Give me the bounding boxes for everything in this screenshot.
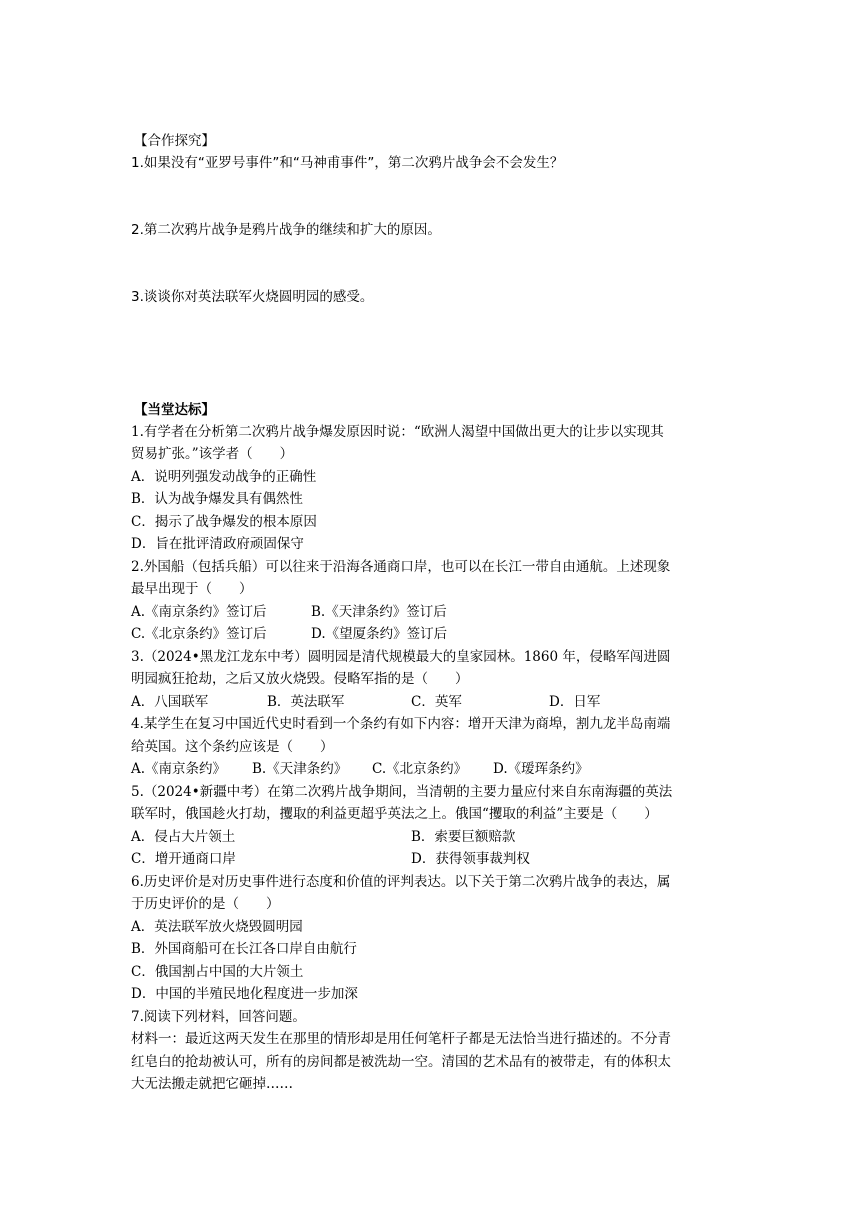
test-question-5-option-a: A．侵占大片领土 xyxy=(131,829,236,845)
test-question-4-option-d: D.《瑷珲条约》 xyxy=(493,761,589,777)
test-question-3-line-2: 明园疯狂抢劫，之后又放火烧毁。侵略军指的是（ ） xyxy=(131,671,469,687)
test-question-5-option-c: C．增开通商口岸 xyxy=(131,851,236,867)
test-question-2-option-b: B.《天津条约》签订后 xyxy=(311,604,447,620)
test-question-4-line-1: 4.某学生在复习中国近代史时看到一个条约有如下内容：增开天津为商埠，割九龙半岛南端 xyxy=(131,716,671,732)
test-question-7-line-1: 7.阅读下列材料，回答问题。 xyxy=(131,1009,306,1025)
test-question-3-option-a: A．八国联军 xyxy=(131,694,209,710)
test-question-3-option-d: D．日军 xyxy=(549,694,601,710)
test-question-5-line-1: 5.（2024•新疆中考）在第二次鸦片战争期间，当清朝的主要力量应付来自东南海疆的英法 xyxy=(131,784,673,800)
test-question-6-option-d: D．中国的半殖民地化程度进一步加深 xyxy=(131,986,358,1002)
inquiry-question-3: 3.谈谈你对英法联军火烧圆明园的感受。 xyxy=(131,289,374,305)
test-question-1-option-c: C．揭示了战争爆发的根本原因 xyxy=(131,514,317,530)
test-question-1-option-d: D．旨在批评清政府顽固保守 xyxy=(131,536,304,552)
test-question-2-option-d: D.《望厦条约》签订后 xyxy=(311,626,448,642)
section-title-cooperative-inquiry: 【合作探究】 xyxy=(134,133,215,149)
test-question-1-option-b: B．认为战争爆发具有偶然性 xyxy=(131,491,303,507)
test-question-3-option-b: B．英法联军 xyxy=(267,694,345,710)
test-question-6-line-2: 于历史评价的是（ ） xyxy=(131,896,280,912)
test-question-2-line-2: 最早出现于（ ） xyxy=(131,581,253,597)
test-question-1-line-2: 贸易扩张。”该学者（ ） xyxy=(131,446,294,462)
test-question-4-option-a: A.《南京条约》 xyxy=(131,761,227,777)
test-question-6-option-a: A．英法联军放火烧毁圆明园 xyxy=(131,919,303,935)
section-title-classroom-test: 【当堂达标】 xyxy=(134,402,215,418)
test-question-1-line-1: 1.有学者在分析第二次鸦片战争爆发原因时说：“欧洲人渴望中国做出更大的让步以实现其 xyxy=(131,424,664,440)
test-question-6-line-1: 6.历史评价是对历史事件进行态度和价值的评判表达。以下关于第二次鸦片战争的表达，属 xyxy=(131,874,671,890)
test-question-6-option-b: B．外国商船可在长江各口岸自由航行 xyxy=(131,941,357,957)
material-1-line-3: 大无法搬走就把它砸掉…… xyxy=(131,1076,293,1092)
material-1-line-1: 材料一：最近这两天发生在那里的情形却是用任何笔杆子都是无法恰当进行描述的。不分青 xyxy=(131,1031,671,1047)
test-question-3-option-c: C．英军 xyxy=(411,694,462,710)
test-question-4-line-2: 给英国。这个条约应该是（ ） xyxy=(131,739,334,755)
test-question-4-option-b: B.《天津条约》 xyxy=(252,761,348,777)
test-question-5-line-2: 联军时，俄国趁火打劫，攫取的利益更超乎英法之上。俄国“攫取的利益”主要是（ ） xyxy=(131,806,658,822)
inquiry-question-2: 2.第二次鸦片战争是鸦片战争的继续和扩大的原因。 xyxy=(131,222,441,238)
test-question-1-option-a: A．说明列强发动战争的正确性 xyxy=(131,469,317,485)
test-question-3-line-1: 3.（2024•黑龙江龙东中考）圆明园是清代规模最大的皇家园林。1860 年，侵略军闯进圆 xyxy=(131,649,671,665)
test-question-2-option-c: C.《北京条约》签订后 xyxy=(131,626,267,642)
inquiry-question-1: 1.如果没有“亚罗号事件”和“马神甫事件”，第二次鸦片战争会不会发生？ xyxy=(131,155,564,171)
test-question-6-option-c: C．俄国割占中国的大片领土 xyxy=(131,964,304,980)
test-question-2-option-a: A.《南京条约》签订后 xyxy=(131,604,267,620)
test-question-4-option-c: C.《北京条约》 xyxy=(372,761,468,777)
test-question-5-option-d: D．获得领事裁判权 xyxy=(411,851,530,867)
test-question-5-option-b: B．索要巨额赔款 xyxy=(411,829,516,845)
material-1-line-2: 红皂白的抢劫被认可，所有的房间都是被洗劫一空。清国的艺术品有的被带走，有的体积太 xyxy=(131,1054,671,1070)
test-question-2-line-1: 2.外国船（包括兵船）可以往来于沿海各通商口岸，也可以在长江一带自由通航。上述现象 xyxy=(131,559,671,575)
